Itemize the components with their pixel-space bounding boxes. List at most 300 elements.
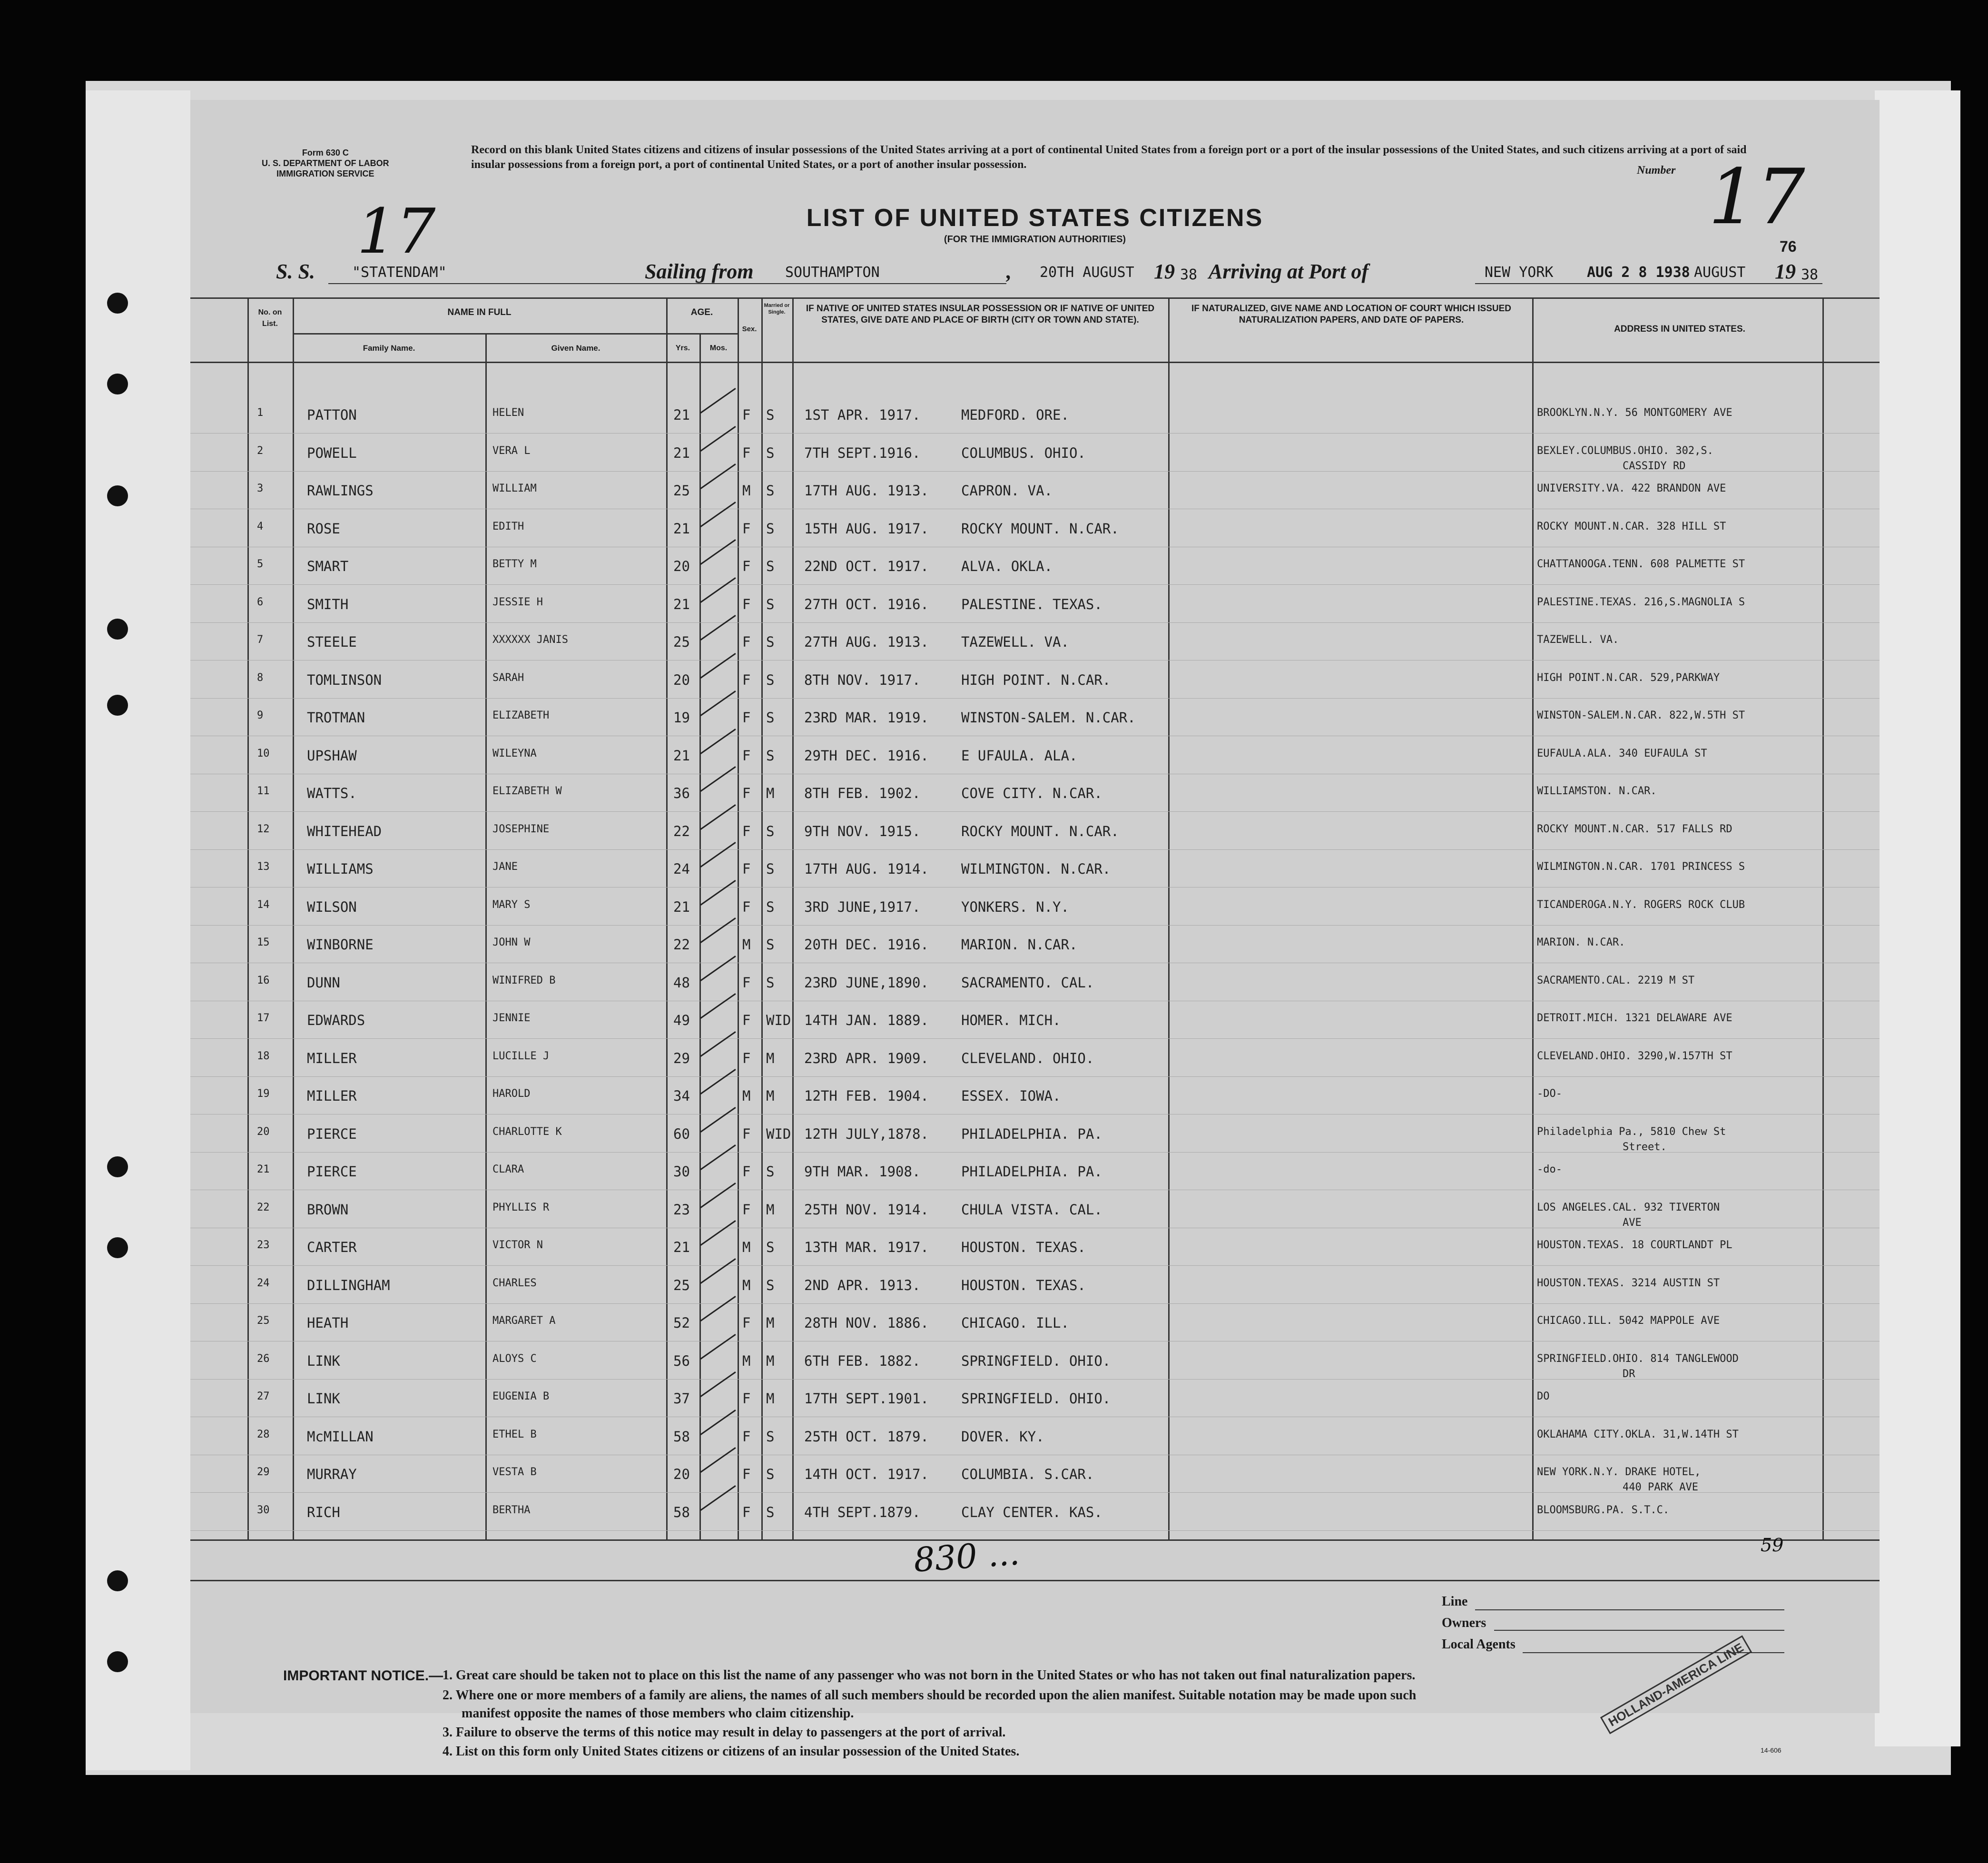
sex: F bbox=[742, 1050, 751, 1066]
family-name: MILLER bbox=[307, 1088, 357, 1104]
birth-place: HIGH POINT. N.CAR. bbox=[961, 671, 1111, 688]
row-rule bbox=[190, 622, 1880, 623]
address: BLOOMSBURG.PA. S.T.C. bbox=[1537, 1504, 1670, 1516]
marital-status: S bbox=[766, 558, 775, 574]
age-years: 21 bbox=[673, 1239, 690, 1255]
family-name: WINBORNE bbox=[307, 936, 374, 953]
birth-place: YONKERS. N.Y. bbox=[961, 898, 1069, 915]
row-number: 20 bbox=[257, 1125, 270, 1138]
row-rule bbox=[190, 849, 1880, 850]
line-label: Line bbox=[1442, 1594, 1468, 1609]
sex: F bbox=[742, 407, 751, 423]
address: TICANDEROGA.N.Y. ROGERS ROCK CLUB bbox=[1537, 898, 1745, 911]
check-mark bbox=[700, 917, 736, 943]
age-years: 19 bbox=[673, 710, 690, 726]
age-years: 20 bbox=[673, 1466, 690, 1482]
given-name: VESTA B bbox=[492, 1466, 537, 1478]
age-years: 21 bbox=[673, 747, 690, 764]
page-subtitle: (FOR THE IMMIGRATION AUTHORITIES) bbox=[944, 234, 1126, 245]
given-name: WINIFRED B bbox=[492, 974, 556, 986]
binder-hole bbox=[107, 293, 128, 314]
check-mark bbox=[700, 1371, 736, 1397]
marital-status: S bbox=[766, 671, 775, 688]
address: SACRAMENTO.CAL. 2219 M ST bbox=[1537, 974, 1695, 986]
given-name: ELIZABETH W bbox=[492, 785, 562, 797]
address: -DO- bbox=[1537, 1088, 1562, 1100]
age-years: 52 bbox=[673, 1315, 690, 1331]
given-name: XXXXXX JANIS bbox=[492, 634, 568, 646]
birth-place: CHULA VISTA. CAL. bbox=[961, 1201, 1102, 1218]
form-instructions: Record on this blank United States citizens and citizens of insular possessions of the United States arriving at a port of continental United States from a foreign port or a port of the insular possessions of the United States, and such citizens arriving at a port of said insular possessions from a foreign port, a port of continental United States, or a port of another insular possession. bbox=[471, 144, 1747, 171]
sex: F bbox=[742, 634, 751, 650]
marital-status: S bbox=[766, 407, 775, 423]
header-given: Given Name. bbox=[551, 344, 600, 353]
address: HIGH POINT.N.CAR. 529,PARKWAY bbox=[1537, 671, 1720, 684]
birth-date: 14TH JAN. 1889. bbox=[804, 1012, 929, 1028]
birth-place: COLUMBUS. OHIO. bbox=[961, 444, 1086, 461]
binder-hole bbox=[107, 1237, 128, 1258]
header-bottom-border bbox=[190, 362, 1880, 363]
header-no: No. on List. bbox=[258, 308, 282, 328]
birth-place: COLUMBIA. S.CAR. bbox=[961, 1466, 1094, 1482]
address: BEXLEY.COLUMBUS.OHIO. 302,S. bbox=[1537, 444, 1713, 457]
binder-hole bbox=[107, 1156, 128, 1177]
family-name: RICH bbox=[307, 1504, 340, 1520]
row-number: 4 bbox=[257, 520, 264, 532]
birth-place: PALESTINE. TEXAS. bbox=[961, 596, 1102, 612]
to-line bbox=[1475, 283, 1822, 284]
page-number-handwritten: 17 bbox=[357, 195, 436, 267]
address: CHICAGO.ILL. 5042 MAPPOLE AVE bbox=[1537, 1315, 1720, 1327]
family-name: BROWN bbox=[307, 1201, 349, 1218]
notice-2: 2. Where one or more members of a family are aliens, the names of all such members should be recorded upon the alien manifest. Suitable notation may be made upon such bbox=[443, 1688, 1417, 1703]
row-rule bbox=[190, 584, 1880, 585]
header-birth: IF NATIVE OF UNITED STATES INSULAR POSSESSION OR IF NATIVE OF UNITED STATES, GIVE DATE AND PLACE OF BIRTH (CITY OR TOWN AND STATE). bbox=[806, 304, 1155, 325]
name-subheader-line bbox=[293, 333, 738, 335]
row-number: 5 bbox=[257, 558, 264, 570]
check-mark bbox=[700, 577, 736, 603]
birth-place: DOVER. KY. bbox=[961, 1428, 1044, 1445]
age-years: 34 bbox=[673, 1088, 690, 1104]
family-name: EDWARDS bbox=[307, 1012, 365, 1028]
sailing-label: Sailing from bbox=[645, 260, 754, 283]
check-mark bbox=[700, 1485, 736, 1511]
header-sex: Sex. bbox=[742, 325, 757, 333]
marital-status: M bbox=[766, 1352, 775, 1369]
check-mark bbox=[700, 1410, 736, 1435]
sex: F bbox=[742, 1163, 751, 1180]
row-number: 24 bbox=[257, 1277, 270, 1289]
family-name: PIERCE bbox=[307, 1125, 357, 1142]
family-name: LINK bbox=[307, 1352, 340, 1369]
form-identifier bbox=[262, 148, 389, 179]
marital-status: S bbox=[766, 1239, 775, 1255]
age-years: 58 bbox=[673, 1428, 690, 1445]
given-name: LUCILLE J bbox=[492, 1050, 550, 1062]
marital-status: M bbox=[766, 1390, 775, 1407]
birth-place: COVE CITY. N.CAR. bbox=[961, 785, 1102, 801]
marital-status: S bbox=[766, 974, 775, 991]
given-name: PHYLLIS R bbox=[492, 1201, 550, 1213]
header-married: Married or Single. bbox=[764, 303, 790, 315]
birth-place: CLEVELAND. OHIO. bbox=[961, 1050, 1094, 1066]
age-years: 22 bbox=[673, 936, 690, 953]
address-continued: CASSIDY RD bbox=[1623, 460, 1686, 472]
given-name: HAROLD bbox=[492, 1088, 531, 1100]
age-years: 36 bbox=[673, 785, 690, 801]
age-years: 21 bbox=[673, 898, 690, 915]
marital-status: S bbox=[766, 861, 775, 877]
given-name: BETTY M bbox=[492, 558, 537, 570]
check-mark bbox=[700, 1031, 736, 1057]
sex: F bbox=[742, 823, 751, 839]
row-number: 17 bbox=[257, 1012, 270, 1024]
row-rule bbox=[190, 433, 1880, 434]
birth-date: 1ST APR. 1917. bbox=[804, 407, 921, 423]
sex: F bbox=[742, 898, 751, 915]
sex: M bbox=[742, 1277, 751, 1293]
check-mark bbox=[700, 463, 736, 489]
row-number: 12 bbox=[257, 823, 270, 835]
year-to: 38 bbox=[1801, 266, 1819, 283]
birth-place: SACRAMENTO. CAL. bbox=[961, 974, 1094, 991]
binder-hole bbox=[107, 619, 128, 640]
row-number: 11 bbox=[257, 785, 270, 797]
family-name: PIERCE bbox=[307, 1163, 357, 1180]
birth-date: 12TH JULY,1878. bbox=[804, 1125, 929, 1142]
age-years: 58 bbox=[673, 1504, 690, 1520]
header-yrs: Yrs. bbox=[675, 344, 690, 352]
check-mark bbox=[700, 766, 736, 792]
signature: 830 ... bbox=[912, 1533, 1021, 1580]
given-name: ALOYS C bbox=[492, 1352, 537, 1365]
port-from: SOUTHAMPTON bbox=[785, 264, 880, 281]
sex: F bbox=[742, 1428, 751, 1445]
address-continued: AVE bbox=[1623, 1216, 1642, 1229]
row-number: 9 bbox=[257, 710, 264, 721]
birth-place: WILMINGTON. N.CAR. bbox=[961, 861, 1111, 877]
line-field bbox=[1475, 1609, 1784, 1610]
marital-status: S bbox=[766, 823, 775, 839]
check-mark bbox=[700, 690, 736, 716]
agents-label: Local Agents bbox=[1442, 1637, 1516, 1652]
family-name: DILLINGHAM bbox=[307, 1277, 390, 1293]
address-continued: DR bbox=[1623, 1368, 1635, 1380]
header-name: NAME IN FULL bbox=[447, 307, 512, 317]
sex: F bbox=[742, 444, 751, 461]
date-from: 20TH AUGUST bbox=[1040, 264, 1134, 281]
sex: F bbox=[742, 1201, 751, 1218]
check-mark bbox=[700, 729, 736, 754]
row-rule bbox=[190, 698, 1880, 699]
row-rule bbox=[190, 1076, 1880, 1077]
family-name: ROSE bbox=[307, 520, 340, 537]
birth-date: 8TH NOV. 1917. bbox=[804, 671, 921, 688]
given-name: EDITH bbox=[492, 520, 524, 532]
row-number: 10 bbox=[257, 747, 270, 759]
age-years: 48 bbox=[673, 974, 690, 991]
marital-status: S bbox=[766, 520, 775, 537]
address: SPRINGFIELD.OHIO. 814 TANGLEWOOD bbox=[1537, 1352, 1739, 1365]
list-number-handwritten: 17 bbox=[1708, 152, 1805, 241]
family-name: PATTON bbox=[307, 407, 357, 423]
header-family: Family Name. bbox=[363, 344, 415, 353]
given-name: MARY S bbox=[492, 898, 531, 911]
sex: M bbox=[742, 936, 751, 953]
birth-place: WINSTON-SALEM. N.CAR. bbox=[961, 710, 1136, 726]
family-name: POWELL bbox=[307, 444, 357, 461]
page-edge-right bbox=[1875, 90, 1960, 1746]
check-mark bbox=[700, 1334, 736, 1360]
family-name: HEATH bbox=[307, 1315, 349, 1331]
table-top-border bbox=[190, 297, 1880, 299]
row-rule bbox=[190, 811, 1880, 812]
given-name: WILLIAM bbox=[492, 483, 537, 494]
family-name: WATTS. bbox=[307, 785, 357, 801]
age-years: 24 bbox=[673, 861, 690, 877]
row-number: 21 bbox=[257, 1163, 270, 1175]
given-name: JOSEPHINE bbox=[492, 823, 550, 835]
given-name: EUGENIA B bbox=[492, 1390, 550, 1402]
address: DO bbox=[1537, 1390, 1550, 1402]
birth-date: 23RD APR. 1909. bbox=[804, 1050, 929, 1066]
row-number: 25 bbox=[257, 1315, 270, 1327]
table-bottom-border bbox=[190, 1539, 1880, 1541]
sex: F bbox=[742, 710, 751, 726]
given-name: JENNIE bbox=[492, 1012, 531, 1024]
owners-field bbox=[1494, 1630, 1784, 1631]
check-mark bbox=[700, 502, 736, 527]
check-mark bbox=[700, 426, 736, 452]
row-number: 13 bbox=[257, 861, 270, 873]
col-rule bbox=[1822, 297, 1824, 1539]
row-number: 7 bbox=[257, 634, 264, 646]
check-mark bbox=[700, 842, 736, 867]
address: OKLAHAMA CITY.OKLA. 31,W.14TH ST bbox=[1537, 1428, 1739, 1440]
birth-date: 22ND OCT. 1917. bbox=[804, 558, 929, 574]
row-number: 19 bbox=[257, 1088, 270, 1100]
sex: F bbox=[742, 1504, 751, 1520]
col-rule bbox=[738, 297, 739, 1539]
family-name: SMITH bbox=[307, 596, 349, 612]
marital-status: S bbox=[766, 1428, 775, 1445]
address: ROCKY MOUNT.N.CAR. 328 HILL ST bbox=[1537, 520, 1726, 532]
family-name: WHITEHEAD bbox=[307, 823, 382, 839]
row-number: 16 bbox=[257, 974, 270, 986]
marital-status: M bbox=[766, 1050, 775, 1066]
form-id: Form 630 C bbox=[302, 148, 349, 158]
birth-place: E UFAULA. ALA. bbox=[961, 747, 1078, 764]
notice-3: 3. Failure to observe the terms of this notice may result in delay to passengers at the port of arrival. bbox=[443, 1725, 1006, 1740]
check-mark bbox=[700, 880, 736, 906]
birth-place: PHILADELPHIA. PA. bbox=[961, 1163, 1102, 1180]
birth-place: CAPRON. VA. bbox=[961, 483, 1053, 499]
marital-status: M bbox=[766, 785, 775, 801]
ship-name: "STATENDAM" bbox=[352, 264, 447, 281]
address: HOUSTON.TEXAS. 18 COURTLANDT PL bbox=[1537, 1239, 1732, 1251]
col-rule bbox=[293, 297, 294, 1539]
manifest-sheet bbox=[190, 100, 1880, 1759]
family-name: WILSON bbox=[307, 898, 357, 915]
sex: F bbox=[742, 596, 751, 612]
sex: M bbox=[742, 1352, 751, 1369]
family-name: TOMLINSON bbox=[307, 671, 382, 688]
birth-date: 7TH SEPT.1916. bbox=[804, 444, 921, 461]
row-rule bbox=[190, 1530, 1880, 1531]
address: CLEVELAND.OHIO. 3290,W.157TH ST bbox=[1537, 1050, 1732, 1062]
notice-2-cont: manifest opposite the names of those members who claim citizenship. bbox=[462, 1706, 854, 1721]
address: MARION. N.CAR. bbox=[1537, 936, 1625, 948]
birth-place: HOUSTON. TEXAS. bbox=[961, 1239, 1086, 1255]
col-rule bbox=[1532, 297, 1534, 1539]
age-years: 30 bbox=[673, 1163, 690, 1180]
birth-date: 14TH OCT. 1917. bbox=[804, 1466, 929, 1482]
header-mos: Mos. bbox=[709, 344, 728, 352]
age-years: 49 bbox=[673, 1012, 690, 1028]
sex: F bbox=[742, 1390, 751, 1407]
check-mark bbox=[700, 956, 736, 981]
birth-place: MEDFORD. ORE. bbox=[961, 407, 1069, 423]
sex: F bbox=[742, 785, 751, 801]
binder-hole bbox=[107, 1570, 128, 1591]
check-mark bbox=[700, 1447, 736, 1473]
given-name: JANE bbox=[492, 861, 518, 873]
given-name: JESSIE H bbox=[492, 596, 543, 608]
birth-place: CHICAGO. ILL. bbox=[961, 1315, 1069, 1331]
row-number: 29 bbox=[257, 1466, 270, 1478]
address: HOUSTON.TEXAS. 3214 AUSTIN ST bbox=[1537, 1277, 1720, 1289]
age-years: 21 bbox=[673, 520, 690, 537]
age-years: 56 bbox=[673, 1352, 690, 1369]
marital-status: WID bbox=[766, 1125, 791, 1142]
given-name: VERA L bbox=[492, 444, 531, 457]
row-number: 14 bbox=[257, 898, 270, 911]
age-years: 23 bbox=[673, 1201, 690, 1218]
check-mark bbox=[700, 804, 736, 830]
row-number: 27 bbox=[257, 1390, 270, 1402]
age-years: 22 bbox=[673, 823, 690, 839]
age-years: 25 bbox=[673, 1277, 690, 1293]
birth-date: 17TH AUG. 1914. bbox=[804, 861, 929, 877]
check-mark bbox=[700, 1107, 736, 1133]
birth-date: 4TH SEPT.1879. bbox=[804, 1504, 921, 1520]
marital-status: S bbox=[766, 898, 775, 915]
address: ROCKY MOUNT.N.CAR. 517 FALLS RD bbox=[1537, 823, 1732, 835]
family-name: STEELE bbox=[307, 634, 357, 650]
row-rule bbox=[190, 1265, 1880, 1266]
row-rule bbox=[190, 925, 1880, 926]
address: WILLIAMSTON. N.CAR. bbox=[1537, 785, 1657, 797]
given-name: HELEN bbox=[492, 407, 524, 419]
sex: F bbox=[742, 861, 751, 877]
row-number: 8 bbox=[257, 671, 264, 684]
family-name: CARTER bbox=[307, 1239, 357, 1255]
birth-date: 20TH DEC. 1916. bbox=[804, 936, 929, 953]
marital-status: S bbox=[766, 936, 775, 953]
address: WILMINGTON.N.CAR. 1701 PRINCESS S bbox=[1537, 861, 1745, 873]
address: EUFAULA.ALA. 340 EUFAULA ST bbox=[1537, 747, 1707, 759]
marital-status: S bbox=[766, 1466, 775, 1482]
given-name: JOHN W bbox=[492, 936, 531, 948]
service-name: IMMIGRATION SERVICE bbox=[276, 169, 374, 178]
birth-place: MARION. N.CAR. bbox=[961, 936, 1078, 953]
age-years: 20 bbox=[673, 671, 690, 688]
sex: F bbox=[742, 1125, 751, 1142]
birth-date: 29TH DEC. 1916. bbox=[804, 747, 929, 764]
corner-number: 59 bbox=[1761, 1535, 1784, 1556]
age-years: 21 bbox=[673, 444, 690, 461]
family-name: UPSHAW bbox=[307, 747, 357, 764]
header-address: ADDRESS IN UNITED STATES. bbox=[1614, 324, 1745, 334]
address: CHATTANOOGA.TENN. 608 PALMETTE ST bbox=[1537, 558, 1745, 570]
birth-date: 23RD JUNE,1890. bbox=[804, 974, 929, 991]
check-mark bbox=[700, 615, 736, 641]
given-name: ETHEL B bbox=[492, 1428, 537, 1440]
marital-status: S bbox=[766, 1163, 775, 1180]
marital-status: S bbox=[766, 444, 775, 461]
family-name: DUNN bbox=[307, 974, 340, 991]
given-name: ELIZABETH bbox=[492, 710, 550, 721]
birth-place: HOMER. MICH. bbox=[961, 1012, 1061, 1028]
binder-hole bbox=[107, 485, 128, 506]
given-name: CHARLES bbox=[492, 1277, 537, 1289]
address-continued: Street. bbox=[1623, 1141, 1667, 1153]
marital-status: S bbox=[766, 1277, 775, 1293]
given-name: SARAH bbox=[492, 671, 524, 684]
given-name: WILEYNA bbox=[492, 747, 537, 759]
department-name: U. S. DEPARTMENT OF LABOR bbox=[262, 158, 389, 168]
birth-place: PHILADELPHIA. PA. bbox=[961, 1125, 1102, 1142]
check-mark bbox=[700, 1183, 736, 1208]
check-mark bbox=[700, 1144, 736, 1170]
birth-place: SPRINGFIELD. OHIO. bbox=[961, 1390, 1111, 1407]
marital-status: M bbox=[766, 1201, 775, 1218]
birth-date: 9TH MAR. 1908. bbox=[804, 1163, 921, 1180]
age-years: 25 bbox=[673, 483, 690, 499]
check-mark bbox=[700, 653, 736, 679]
sex: M bbox=[742, 1088, 751, 1104]
row-rule bbox=[190, 1038, 1880, 1039]
check-mark bbox=[700, 388, 736, 414]
age-years: 20 bbox=[673, 558, 690, 574]
address: BROOKLYN.N.Y. 56 MONTGOMERY AVE bbox=[1537, 407, 1732, 419]
family-name: LINK bbox=[307, 1390, 340, 1407]
year-prefix-to: 19 bbox=[1775, 260, 1796, 283]
sex: F bbox=[742, 558, 751, 574]
age-years: 21 bbox=[673, 596, 690, 612]
sex: F bbox=[742, 974, 751, 991]
col-rule bbox=[247, 297, 249, 1539]
sex: F bbox=[742, 747, 751, 764]
check-mark bbox=[700, 1258, 736, 1284]
year-from: 38 bbox=[1180, 266, 1198, 283]
age-years: 25 bbox=[673, 634, 690, 650]
sex: F bbox=[742, 1012, 751, 1028]
birth-date: 3RD JUNE,1917. bbox=[804, 898, 921, 915]
row-number: 28 bbox=[257, 1428, 270, 1440]
given-name: BERTHA bbox=[492, 1504, 531, 1516]
birth-date: 12TH FEB. 1904. bbox=[804, 1088, 929, 1104]
birth-date: 27TH AUG. 1913. bbox=[804, 634, 929, 650]
birth-date: 17TH AUG. 1913. bbox=[804, 483, 929, 499]
sex: M bbox=[742, 1239, 751, 1255]
row-rule bbox=[190, 1303, 1880, 1304]
col-rule bbox=[666, 297, 668, 1539]
row-number: 15 bbox=[257, 936, 270, 948]
given-name: VICTOR N bbox=[492, 1239, 543, 1251]
birth-place: ALVA. OKLA. bbox=[961, 558, 1053, 574]
birth-date: 28TH NOV. 1886. bbox=[804, 1315, 929, 1331]
